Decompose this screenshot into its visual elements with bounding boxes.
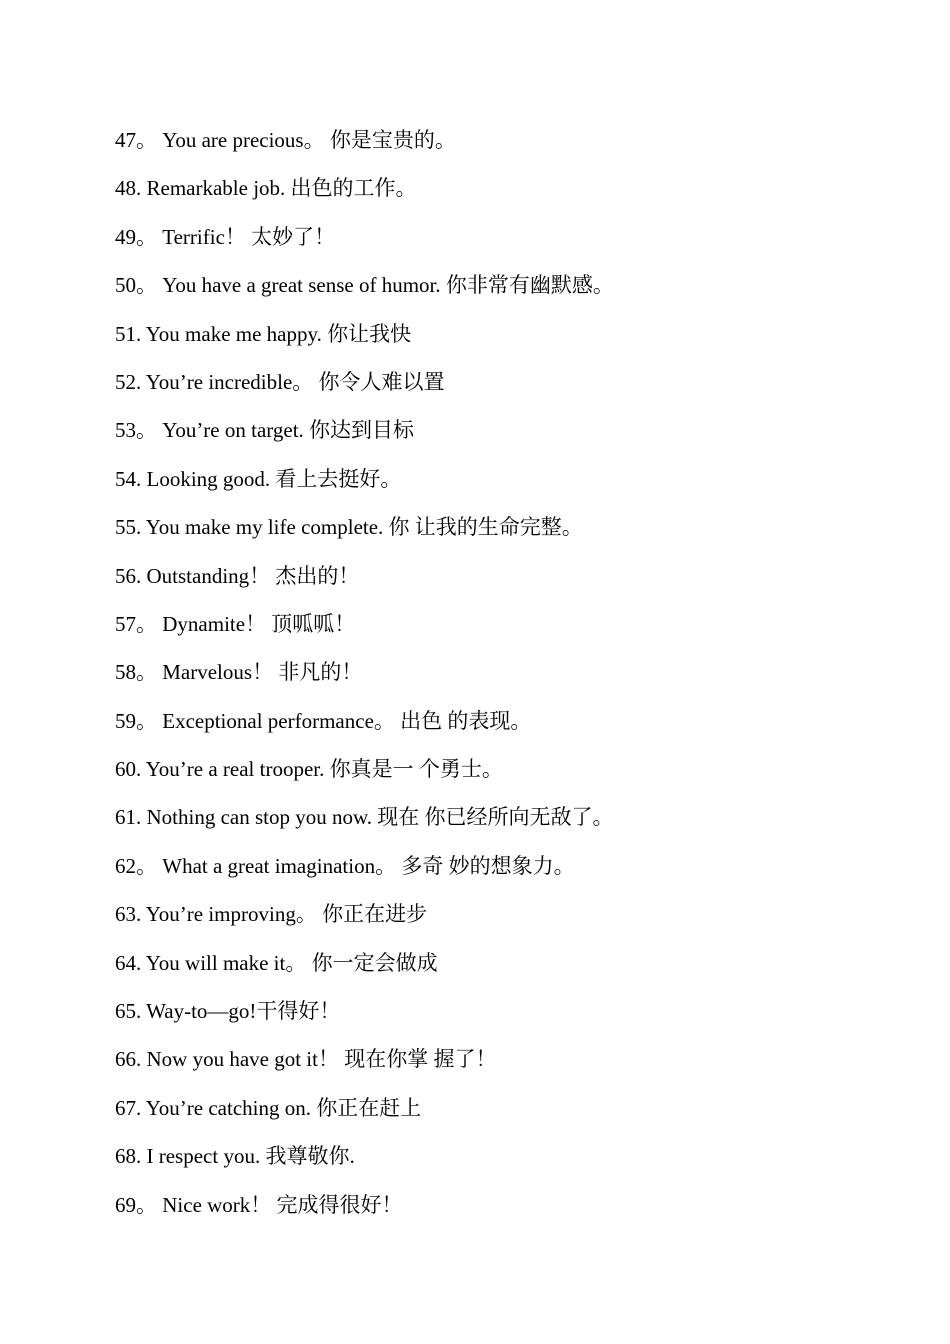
phrase-line-59: 59。 Exceptional performance。 出色 的表现。 bbox=[115, 708, 532, 733]
phrase-line-49: 49。 Terrific！ 太妙了！ bbox=[115, 224, 336, 249]
phrase-line-64: 64. You will make it。 你一定会做成 bbox=[115, 950, 438, 975]
phrase-line-48: 48. Remarkable job. 出色的工作。 bbox=[115, 176, 417, 201]
phrase-line-61: 61. Nothing can stop you now. 现在 你已经所向无敌了。 bbox=[115, 805, 614, 830]
phrase-list bbox=[115, 124, 915, 1237]
phrase-line-52: 52. You’re incredible。 你令人难以置 bbox=[115, 369, 445, 394]
phrase-line-54: 54. Looking good. 看上去挺好。 bbox=[115, 466, 402, 491]
phrase-line-57: 57。 Dynamite！ 顶呱呱！ bbox=[115, 611, 356, 636]
phrase-line-55: 55. You make my life complete. 你 让我的生命完整。 bbox=[115, 515, 583, 540]
phrase-line-53: 53。 You’re on target. 你达到目标 bbox=[115, 418, 415, 443]
phrase-line-63: 63. You’re improving。 你正在进步 bbox=[115, 902, 428, 927]
phrase-line-68: 68. I respect you. 我尊敬你. bbox=[115, 1144, 355, 1169]
phrase-line-67: 67. You’re catching on. 你正在赶上 bbox=[115, 1095, 422, 1120]
phrase-line-58: 58。 Marvelous！ 非凡的！ bbox=[115, 660, 363, 685]
phrase-line-66: 66. Now you have got it！ 现在你掌 握了！ bbox=[115, 1047, 497, 1072]
phrase-line-60: 60. You’re a real trooper. 你真是一 个勇士。 bbox=[115, 757, 503, 782]
phrase-line-65: 65. Way-to—go!干得好！ bbox=[115, 999, 341, 1024]
phrase-line-62: 62。 What a great imagination。 多奇 妙的想象力。 bbox=[115, 853, 575, 878]
phrase-line-56: 56. Outstanding！ 杰出的！ bbox=[115, 563, 360, 588]
phrase-line-51: 51. You make me happy. 你让我快 bbox=[115, 321, 412, 346]
phrase-line-50: 50。 You have a great sense of humor. 你非常有幽默感。 bbox=[115, 273, 614, 298]
phrase-line-69: 69。 Nice work！ 完成得很好！ bbox=[115, 1192, 403, 1217]
phrase-line-47: 47。 You are precious。 你是宝贵的。 bbox=[115, 128, 456, 152]
